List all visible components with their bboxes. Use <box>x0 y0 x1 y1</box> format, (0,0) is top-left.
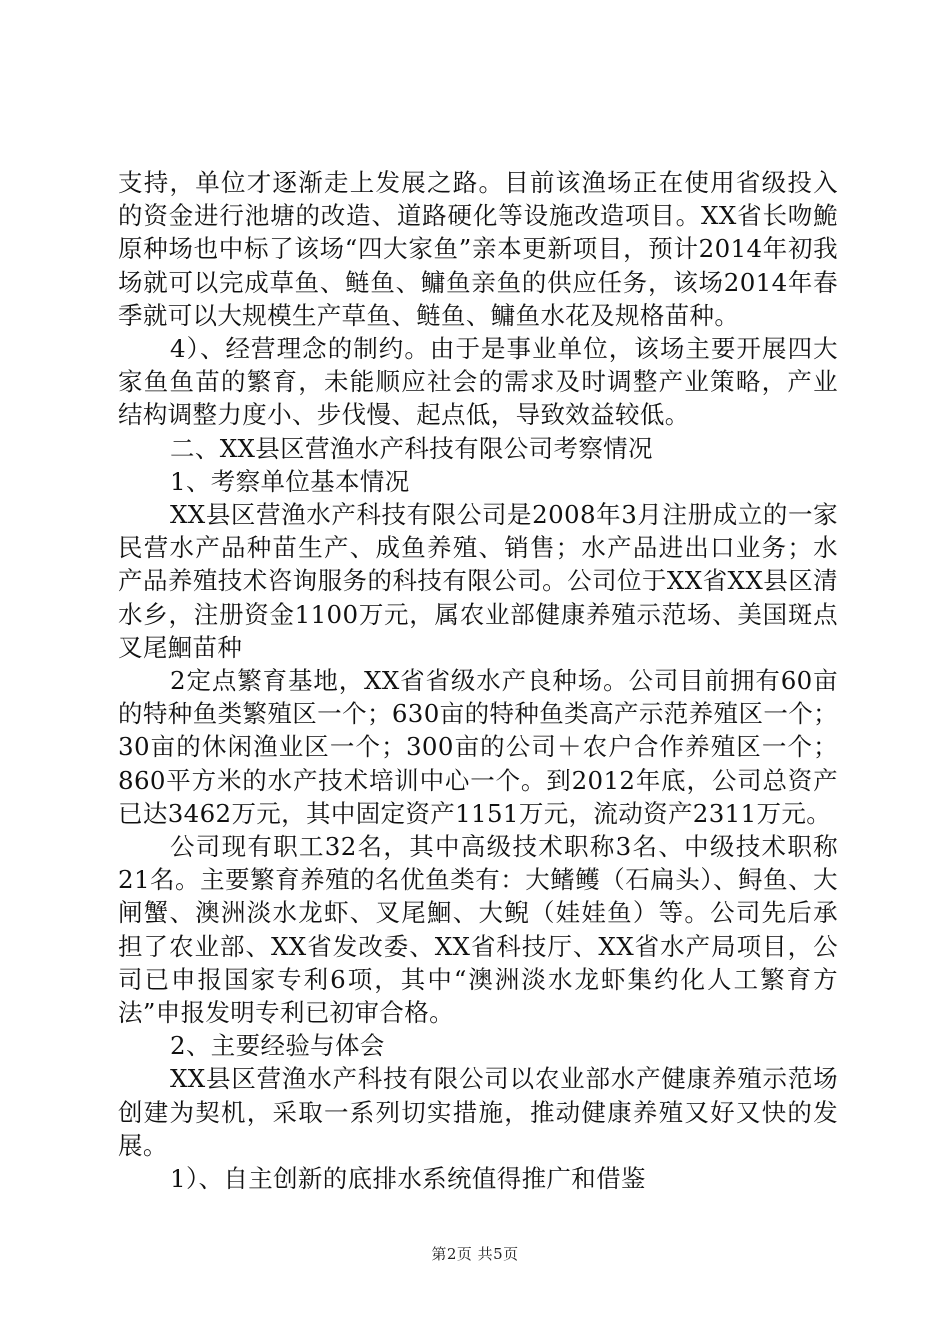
paragraph-experience: XX县区营渔水产科技有限公司以农业部水产健康养殖示范场创建为契机，采取一系列切实措施，推动健康养殖又好又快的发展。 <box>118 1064 838 1160</box>
paragraph-breeding-base: 2定点繁育基地，XX省省级水产良种场。公司目前拥有60亩的特种鱼类繁殖区一个；630亩的特种鱼类高产示范养殖区一个；30亩的休闲渔业区一个；300亩的公司＋农户合作养殖区一个；860平方米的水产技术培训中心一个。到2012年底，公司总资产已达3462万元，其中固定资产1151万元，流动资产2311万元。 <box>118 666 838 828</box>
page-footer: 第2页 共5页 <box>431 1245 519 1263</box>
subheading-experience: 2、主要经验与体会 <box>170 1031 385 1061</box>
paragraph-company-intro: XX县区营渔水产科技有限公司是2008年3月注册成立的一家民营水产品种苗生产、成鱼养殖、销售；水产品进出口业务；水产品养殖技术咨询服务的科技有限公司。公司位于XX省XX县区清水乡，注册资金1100万元，属农业部健康养殖示范场、美国斑点叉尾鮰苗种 <box>118 500 838 662</box>
paragraph-1: 支持，单位才逐渐走上发展之路。目前该渔场正在使用省级投入的资金进行池塘的改造、道路硬化等设施改造项目。XX省长吻鮠原种场也中标了该场“四大家鱼”亲本更新项目，预计2014年初我场就可以完成草鱼、鲢鱼、鳙鱼亲鱼的供应任务，该场2014年春季就可以大规模生产草鱼、鲢鱼、鳙鱼水花及规格苗种。 <box>118 168 838 330</box>
paragraph-2: 4）、经营理念的制约。由于是事业单位，该场主要开展四大家鱼鱼苗的繁育，未能顺应社会的需求及时调整产业策略，产业结构调整力度小、步伐慢、起点低，导致效益较低。 <box>118 334 838 430</box>
section-heading-2: 二、XX县区营渔水产科技有限公司考察情况 <box>170 433 653 463</box>
subheading-basic-info: 1、考察单位基本情况 <box>170 466 410 496</box>
subheading-drainage: 1）、自主创新的底排水系统值得推广和借鉴 <box>170 1164 646 1194</box>
paragraph-staff: 公司现有职工32名，其中高级技术职称3名、中级技术职称21名。主要繁育养殖的名优鱼类有：大鳍鳠（石扁头）、鲟鱼、大闸蟹、澳洲淡水龙虾、叉尾鮰、大鲵（娃娃鱼）等。公司先后承担了农业部、XX省发改委、XX省科技厅、XX省水产局项目，公司已申报国家专利6项，其中“澳洲淡水龙虾集约化人工繁育方法”申报发明专利已初审合格。 <box>118 832 838 1028</box>
document-body <box>118 166 838 1195</box>
